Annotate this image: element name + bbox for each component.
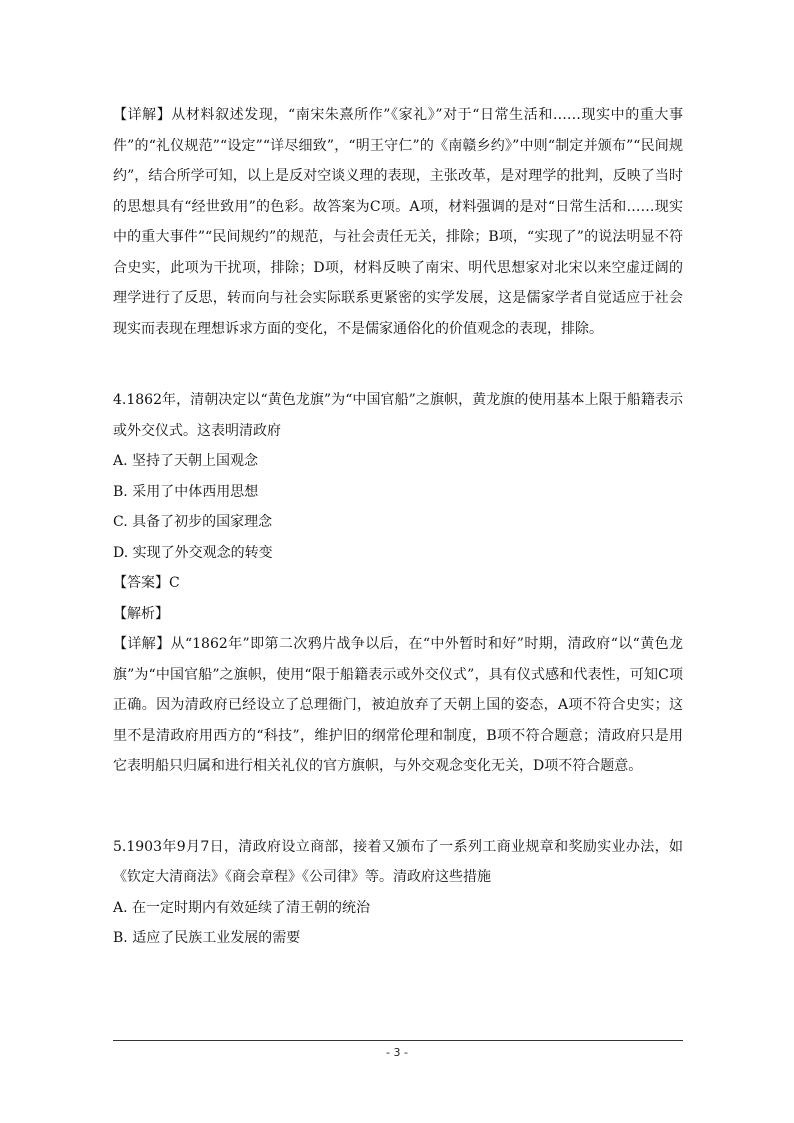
q4-stem: 4.1862年，清朝决定以“黄色龙旗”为“中国官船”之旗帜，黄龙旗的使用基本上限于船籍表示或外交仪式。这表明清政府 xyxy=(113,392,683,439)
q4-option-b: B. 采用了中体西用思想 xyxy=(113,483,259,500)
q4-analysis-heading: 【解析】 xyxy=(113,605,169,622)
q5-option-b: B. 适应了民族工业发展的需要 xyxy=(113,930,301,946)
q3-explanation: 【详解】从材料叙述发现，“南宋朱熹所作”《家礼》”对于“日常生活和……现实中的重大事件”的“礼仪规范”“设定”“详尽细致”，“明王守仁”的《南赣乡约》”中则“制定并颁布”“民间规约”，结合所学可知，以上是反对空谈义理的表现，主张改革，是对理学的批判，反映了当时的思想具有“经世致用”的色彩。故答案为C项。A项，材料强调的是对“日常生活和……现实中的重大事件”“民间规约”的规范，与社会责任无关，排除；B项，“实现了”的说法明显不符合史实，此项为干扰项，排除；D项，材料反映了南宋、明代思想家对北宋以来空虚迂阔的理学进行了反思，转而向与社会实际联系更紧密的实学发展，这是儒家学者自觉适应于社会现实而表现在理想诉求方面的变化，不是儒家通俗化的价值观念的表现，排除。 xyxy=(113,107,683,337)
spacer xyxy=(113,782,683,832)
q4-option-d: D. 实现了外交观念的转变 xyxy=(113,544,273,561)
q5-stem: 5.1903年9月7日，清政府设立商部，接着又颁布了一系列工商业规章和奖励实业办法，如《钦定大清商法》《商会章程》《公司律》等。清政府这些措施 xyxy=(113,838,683,885)
q4-explanation: 【详解】从“1862年”即第二次鸦片战争以后，在“中外暂时和好”时期，清政府“以“黄色龙旗”为“中国官船”之旗帜，使用“限于船籍表示或外交仪式”，具有仪式感和代表性，可知C项正确。因为清政府已经设立了总理衙门，被迫放弃了天朝上国的姿态，A项不符合史实；这里不是清政府用西方的“科技”，维护旧的纲常伦理和制度，B项不符合题意；清政府只是用它表明船只归属和进行相关礼仪的官方旗帜，与外交观念变化无关，D项不符合题意。 xyxy=(113,636,683,774)
page-number: - 3 - xyxy=(386,1046,408,1059)
question-5 xyxy=(113,832,683,954)
q4-option-c: C. 具备了初步的国家理念 xyxy=(113,514,273,530)
q4-option-a: A. 坚持了天朝上国观念 xyxy=(113,453,259,469)
question-4 xyxy=(113,385,683,782)
spacer xyxy=(113,344,683,385)
q5-option-a: A. 在一定时期内有效延续了清王朝的统治 xyxy=(113,899,371,916)
q4-answer: 【答案】C xyxy=(113,575,180,591)
page-content xyxy=(113,100,683,954)
footer-divider xyxy=(113,1040,683,1041)
